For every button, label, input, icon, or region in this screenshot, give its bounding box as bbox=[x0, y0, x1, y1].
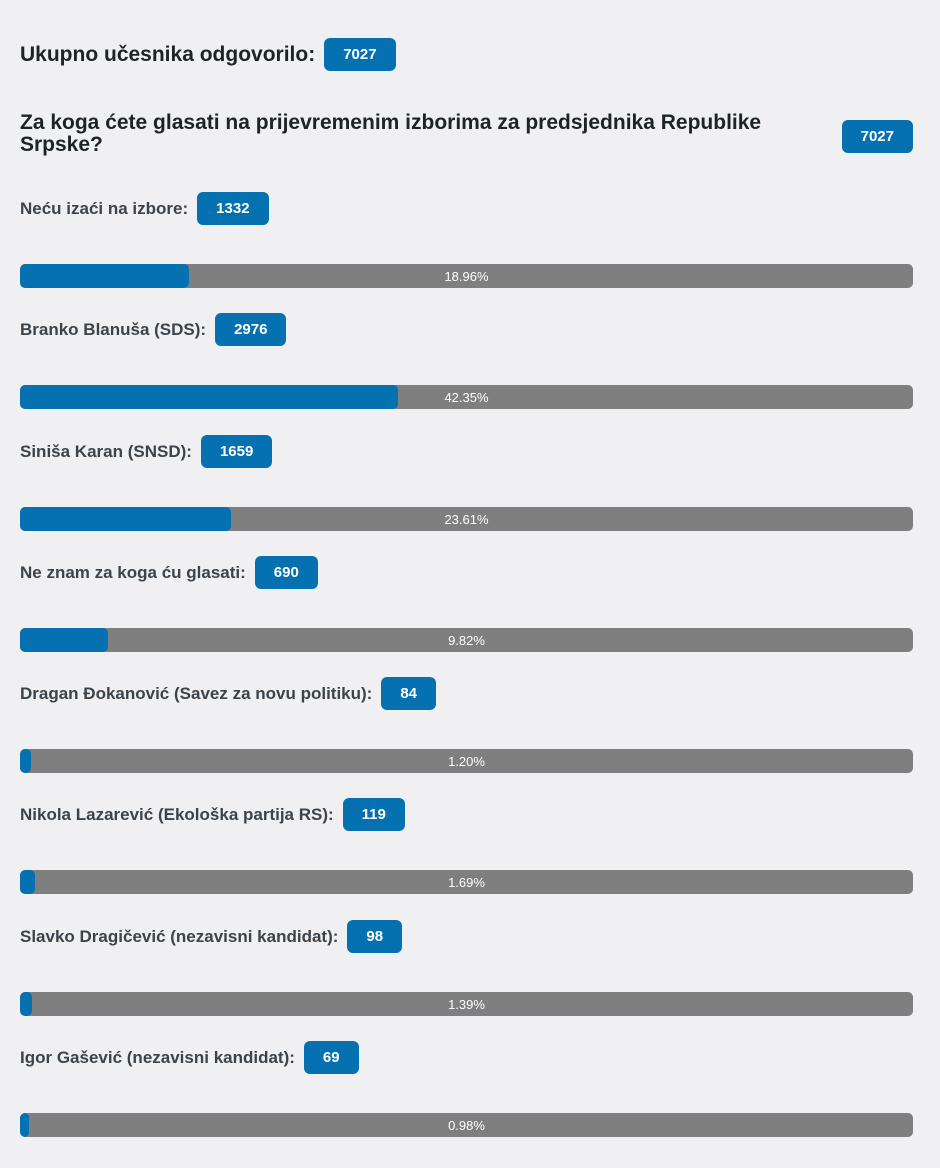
answer-percent: 1.39% bbox=[448, 996, 485, 1012]
answer-percent: 0.98% bbox=[448, 1117, 485, 1133]
answer-percent: 42.35% bbox=[444, 389, 489, 405]
answer-percent: 18.96% bbox=[444, 268, 489, 284]
answer-progress-bar bbox=[20, 264, 913, 288]
answer-header bbox=[20, 313, 286, 346]
answer-count-badge: 119 bbox=[343, 798, 405, 831]
answer-header bbox=[20, 192, 269, 225]
poll-question: Za koga ćete glasati na prijevremenim izborima za predsjednika Republike Srpske? bbox=[20, 111, 762, 156]
answer-label: Siniša Karan (SNSD): bbox=[20, 441, 192, 461]
answer-header bbox=[20, 556, 318, 589]
answer-progress-bar bbox=[20, 749, 913, 773]
answer-percent: 9.82% bbox=[448, 632, 485, 648]
answer-header bbox=[20, 435, 272, 468]
answer-item bbox=[20, 313, 913, 413]
answer-header bbox=[20, 1041, 359, 1074]
answer-progress-bar bbox=[20, 1113, 913, 1137]
answer-item bbox=[20, 677, 913, 777]
answer-progress-bar bbox=[20, 507, 913, 531]
total-responses-row bbox=[20, 38, 396, 71]
answer-percent: 1.69% bbox=[448, 874, 485, 890]
answer-header bbox=[20, 798, 405, 831]
answer-progress-bar bbox=[20, 870, 913, 894]
answer-progress-bar bbox=[20, 628, 913, 652]
answer-count-badge: 1332 bbox=[197, 192, 268, 225]
answer-item bbox=[20, 192, 913, 292]
answer-count-badge: 2976 bbox=[215, 313, 286, 346]
question-count-badge: 7027 bbox=[842, 120, 913, 153]
answer-count-badge: 84 bbox=[381, 677, 436, 710]
answer-count-badge: 98 bbox=[347, 920, 402, 953]
answer-item bbox=[20, 435, 913, 535]
answer-percent: 1.20% bbox=[448, 753, 485, 769]
answer-label: Ne znam za koga ću glasati: bbox=[20, 562, 246, 582]
answer-header bbox=[20, 920, 402, 953]
answer-label: Igor Gašević (nezavisni kandidat): bbox=[20, 1047, 295, 1067]
answer-item bbox=[20, 556, 913, 656]
answer-item bbox=[20, 798, 913, 898]
question-row bbox=[20, 112, 913, 156]
answer-header bbox=[20, 677, 436, 710]
total-responses-badge: 7027 bbox=[324, 38, 395, 71]
answer-label: Nikola Lazarević (Ekološka partija RS): bbox=[20, 804, 334, 824]
answer-label: Slavko Dragičević (nezavisni kandidat): bbox=[20, 926, 339, 946]
answer-progress-bar bbox=[20, 385, 913, 409]
total-responses-label: Ukupno učesnika odgovorilo: bbox=[20, 42, 316, 66]
answer-item bbox=[20, 920, 913, 1020]
answer-item bbox=[20, 1041, 913, 1141]
answer-count-badge: 69 bbox=[304, 1041, 359, 1074]
answer-percent: 23.61% bbox=[444, 511, 489, 527]
answer-count-badge: 690 bbox=[255, 556, 318, 589]
answer-count-badge: 1659 bbox=[201, 435, 272, 468]
answer-progress-bar bbox=[20, 992, 913, 1016]
answer-label: Neću izaći na izbore: bbox=[20, 198, 189, 218]
answer-label: Branko Blanuša (SDS): bbox=[20, 319, 207, 339]
answer-label: Dragan Đokanović (Savez za novu politiku): bbox=[20, 683, 373, 703]
